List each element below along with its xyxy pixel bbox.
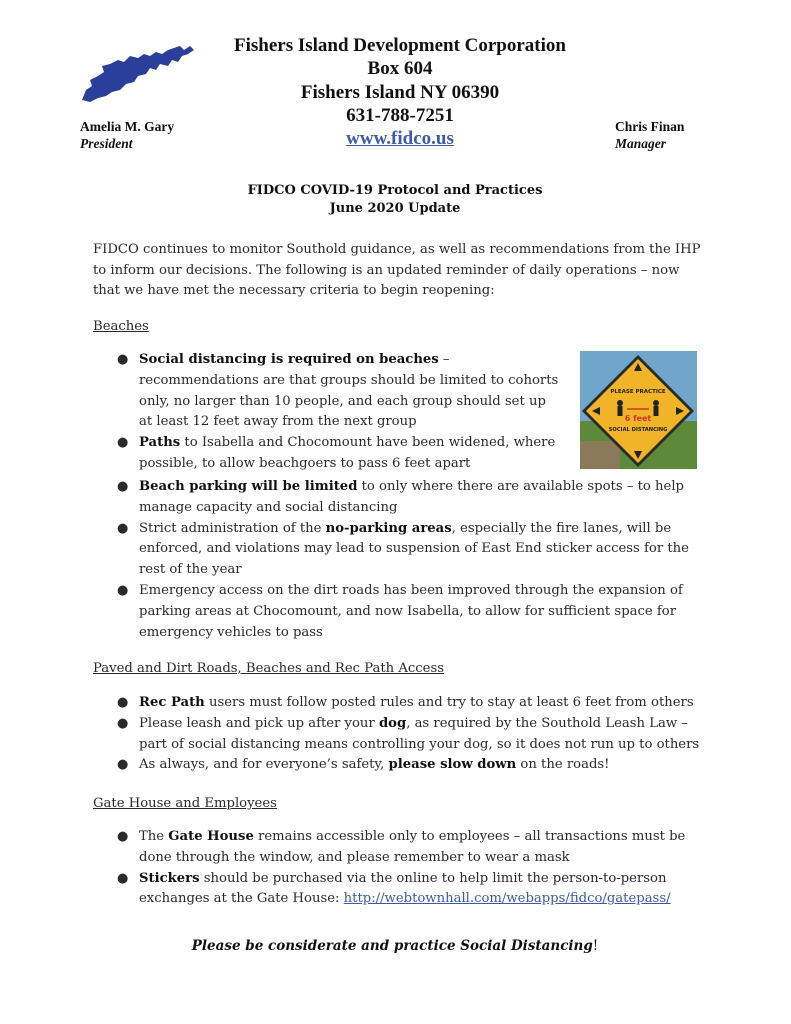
doc-title: FIDCO COVID-19 Protocol and Practices	[247, 183, 543, 198]
list-item: ● Emergency access on the dirt roads has been improved through the expansion of parking areas at Chocomount, and now Isabella, to allow for sufficient space for emergency vehicles to pass	[117, 582, 683, 640]
list-item: ● Paths to Isabella and Chocomount have been widened, where possible, to allow beachgoers to pass 6 feet apart	[117, 435, 556, 471]
bullet-icon: ●	[117, 695, 129, 710]
org-name: Fishers Island Development Corporation	[234, 35, 566, 56]
bullet-icon: ●	[117, 520, 129, 536]
manager-role: Manager	[615, 136, 667, 151]
officer-right	[615, 118, 684, 152]
intro-paragraph: FIDCO continues to monitor Southold guidance, as well as recommendations from the IHP to inform our decisions. The following is an updated reminder of daily operations – now that we have met the necessary criteria to begin reopening:	[93, 242, 701, 298]
fishers-island-logo-icon	[78, 42, 196, 104]
closing-punct: !	[592, 938, 599, 954]
sign-distance: 6 feet	[624, 414, 652, 423]
beaches-list	[93, 350, 563, 475]
bullet-icon: ●	[117, 352, 129, 367]
org-website-row	[200, 128, 600, 150]
bullet-icon: ●	[117, 870, 129, 886]
section-heading-roads: Paved and Dirt Roads, Beaches and Rec Path Access	[93, 661, 444, 676]
bullet-icon: ●	[117, 479, 129, 494]
bullet-icon: ●	[117, 715, 129, 731]
gatepass-link[interactable]: http://webtownhall.com/webapps/fidco/gatepass/	[343, 891, 671, 907]
manager-name: Chris Finan	[615, 119, 685, 134]
closing-text: Please be considerate and practice Social Distancing	[191, 938, 593, 954]
doc-subtitle: June 2020 Update	[329, 201, 461, 216]
list-item: ● As always, and for everyone’s safety, please slow down on the roads!	[93, 755, 705, 776]
org-box: Box 604	[367, 58, 433, 79]
website-link[interactable]: www.fidco.us	[346, 128, 454, 149]
beaches-list-cont	[93, 477, 693, 643]
list-item: ● Rec Path users must follow posted rules and try to stay at least 6 feet from others	[93, 693, 705, 714]
org-city: Fishers Island NY 06390	[300, 82, 500, 103]
officer-left	[80, 118, 174, 152]
section-heading-gate: Gate House and Employees	[93, 796, 277, 811]
bullet-icon: ●	[117, 435, 129, 451]
closing-line	[140, 937, 650, 955]
bullet-icon: ●	[117, 582, 129, 598]
bullet-icon: ●	[117, 829, 129, 844]
gate-list	[93, 827, 705, 910]
bullet-icon: ●	[117, 757, 129, 773]
org-phone: 631-788-7251	[346, 105, 454, 126]
section-heading-beaches: Beaches	[93, 319, 149, 334]
president-name: Amelia M. Gary	[80, 119, 175, 134]
list-item: ● Social distancing is required on beaches – recommendations are that groups should be limited to cohorts only, no larger than 10 people, and each group should set up at least 12 feet away from the next group	[117, 352, 559, 430]
sign-line2: SOCIAL DISTANCING	[608, 427, 668, 433]
list-item: ● Stickers should be purchased via the online to help limit the person-to-person exchanges at the Gate House: http://webtownhall.com/webapps/fidco/gatepass/	[117, 870, 671, 907]
president-role: President	[80, 136, 133, 151]
sign-line1: PLEASE PRACTICE	[610, 389, 666, 395]
list-item: ● Please leash and pick up after your dog, as required by the Southold Leash Law – part of social distancing means controlling your dog, so it does not run up to others	[117, 715, 700, 752]
roads-list	[93, 693, 705, 776]
list-item: ● The Gate House remains accessible only to employees – all transactions must be done through the window, and please remember to wear a mask	[117, 829, 686, 865]
social-distancing-sign-image	[580, 351, 697, 469]
list-item: ● Strict administration of the no-parking areas, especially the fire lanes, will be enforced, and violations may lead to suspension of East End sticker access for the rest of the year	[117, 520, 689, 578]
list-item: ● Beach parking will be limited to only where there are available spots – to help manage capacity and social distancing	[117, 479, 684, 515]
